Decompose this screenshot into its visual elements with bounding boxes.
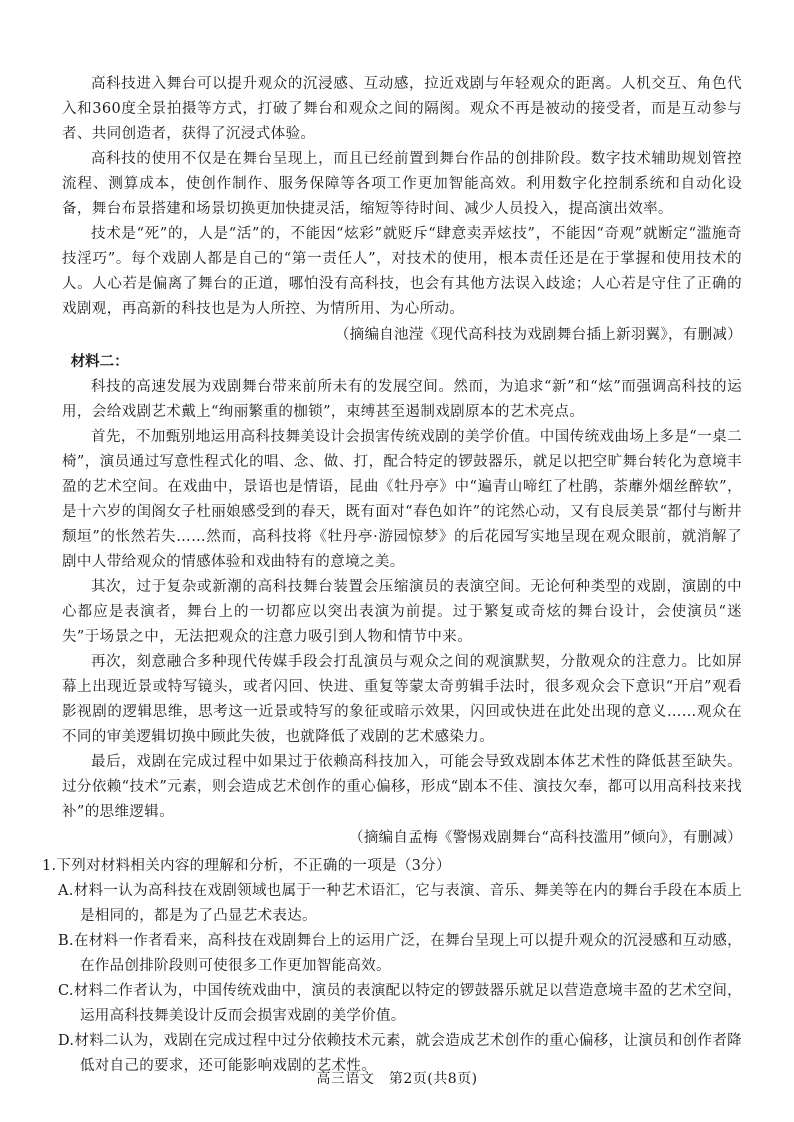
paragraph: 首先，不加甄别地运用高科技舞美设计会损害传统戏剧的美学价值。中国传统戏曲场上多是“一桌二椅”，演员通过写意性程式化的唱、念、做、打，配合特定的锣鼓器乐，就足以把空旷舞台转化为意境丰盈的艺术空间。在戏曲中，景语也是情语，昆曲《牡丹亭》中“遍青山啼红了杜鹃，荼蘼外烟丝醉软”，是十六岁的闺阁女子杜丽娘感受到的春天，既有面对“春色如许”的诧然心动，又有良辰美景“都付与断井颓垣”的怅然若失……然而，高科技将《牡丹亭·游园惊梦》的后花园写实地呈现在观众眼前，就消解了剧中人带给观众的情感体验和戏曲特有的意境之美。 bbox=[62, 429, 742, 570]
paragraph: 其次，过于复杂或新潮的高科技舞台装置会压缩演员的表演空间。无论何种类型的戏剧，演剧的中心都应是表演者，舞台上的一切都应以突出表演为前提。过于繁复或奇炫的舞台设计，会使演员“迷失”于场景之中，无法把观众的注意力吸引到人物和情节中来。 bbox=[62, 579, 742, 645]
question-stem: 1.下列对材料相关内容的理解和分析，不正确的一项是（3分） bbox=[42, 858, 451, 874]
option-b: B.在材料一作者看来，高科技在戏剧舞台上的运用广泛，在舞台呈现上可以提升观众的沉浸感和互动感，在作品创排阶段则可使很多工作更加智能高效。 bbox=[58, 933, 742, 974]
paragraph: 科技的高速发展为戏剧舞台带来前所未有的发展空间。然而，为追求“新”和“炫”而强调高科技的运用，会给戏剧艺术戴上“绚丽繁重的枷锁”，束缚甚至遏制戏剧原本的艺术亮点。 bbox=[62, 379, 742, 420]
option-c: C.材料二作者认为，中国传统戏曲中，演员的表演配以特定的锣鼓器乐就足以营造意境丰盈的艺术空间，运用高科技舞美设计反而会损害戏剧的美学价值。 bbox=[58, 983, 742, 1024]
exam-page bbox=[42, 72, 742, 1079]
material-one-section bbox=[62, 72, 742, 348]
source-citation: （摘编自孟梅《警惕戏剧舞台“高科技滥用”倾向》，有删减） bbox=[349, 830, 742, 846]
material-two-section bbox=[62, 350, 742, 851]
page-footer: 高三语文 第2页(共8页) bbox=[316, 1071, 478, 1087]
source-citation: （摘编自池滢《现代高科技为戏剧舞台插上新羽翼》，有删减） bbox=[334, 327, 742, 343]
option-a: A.材料一认为高科技在戏剧领域也属于一种艺术语汇，它与表演、音乐、舞美等在内的舞台手段在本质上是相同的，都是为了凸显艺术表达。 bbox=[58, 883, 742, 924]
question-one bbox=[42, 853, 742, 1079]
paragraph: 最后，戏剧在完成过程中如果过于依赖高科技加入，可能会导致戏剧本体艺术性的降低甚至缺失。过分依赖“技术”元素，则会造成艺术创作的重心偏移，形成“剧本不佳、演技欠奉，都可以用高科技来找补”的思维逻辑。 bbox=[62, 754, 742, 820]
option-d: D.材料二认为，戏剧在完成过程中过分依赖技术元素，就会造成艺术创作的重心偏移，让演员和创作者降低对自己的要求，还可能影响戏剧的艺术性。 bbox=[58, 1033, 742, 1074]
paragraph: 高科技进入舞台可以提升观众的沉浸感、互动感，拉近戏剧与年轻观众的距离。人机交互、角色代入和360度全景拍摄等方式，打破了舞台和观众之间的隔阂。观众不再是被动的接受者，而是互动参与者、共同创造者，获得了沉浸式体验。 bbox=[62, 76, 742, 142]
material-label: 材料二： bbox=[70, 354, 129, 370]
paragraph: 再次，刻意融合多种现代传媒手段会打乱演员与观众之间的观演默契，分散观众的注意力。比如屏幕上出现近景或特写镜头，或者闪回、快进、重复等蒙太奇剪辑手法时，很多观众会下意识“开启”观看影视剧的逻辑思维，思考这一近景或特写的象征或暗示效果，闪回或快进在此处出现的意义……观众在不同的审美逻辑切换中顾此失彼，也就降低了戏剧的艺术感染力。 bbox=[62, 654, 742, 745]
paragraph: 技术是“死”的，人是“活”的，不能因“炫彩”就贬斥“肆意卖弄炫技”，不能因“奇观”就断定“滥施奇技淫巧”。每个戏剧人都是自己的“第一责任人”，对技术的使用，根本责任还是在于掌握和使用技术的人。人心若是偏离了舞台的正道，哪怕没有高科技，也会有其他方法误入歧途；人心若是守住了正确的戏剧观，再高新的科技也是为人所控、为情所用、为心所动。 bbox=[62, 226, 742, 317]
paragraph: 高科技的使用不仅是在舞台呈现上，而且已经前置到舞台作品的创排阶段。数字技术辅助规划管控流程、测算成本，使创作制作、服务保障等各项工作更加智能高效。利用数字化控制系统和自动化设备，舞台布景搭建和场景切换更加快捷灵活，缩短等待时间、减少人员投入，提高演出效率。 bbox=[62, 151, 742, 217]
